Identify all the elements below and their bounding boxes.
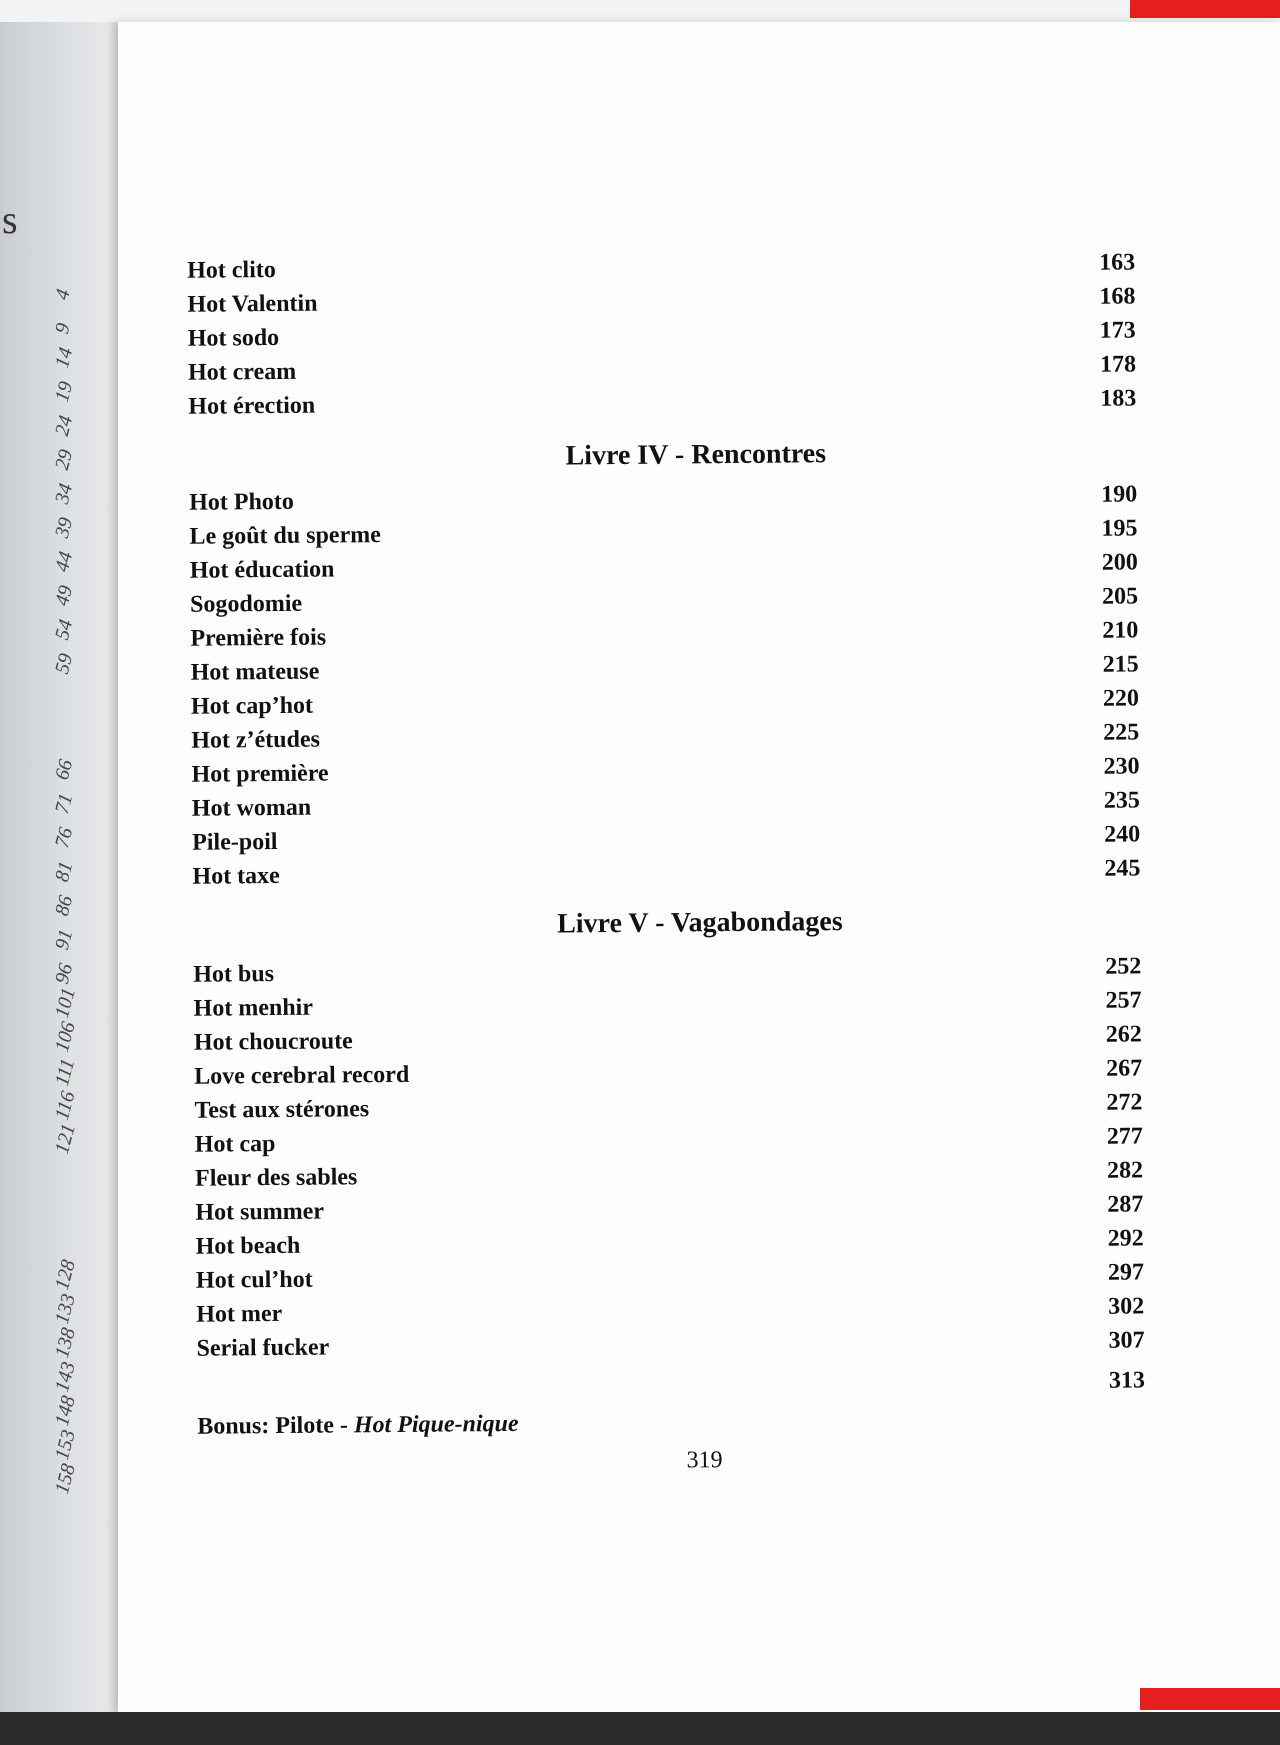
left-page xyxy=(0,0,122,1745)
left-page-number: 148 xyxy=(50,1393,80,1429)
left-page-number: 153 xyxy=(50,1427,80,1463)
left-page-number: 143 xyxy=(50,1359,80,1395)
left-page-number: 91 xyxy=(50,927,78,953)
left-page-number: 121 xyxy=(50,1121,80,1157)
toc-entry-title: Hot bus xyxy=(193,961,275,988)
toc-entry-title: Hot première xyxy=(191,760,329,788)
section-heading-livre-v: Livre V - Vagabondages xyxy=(556,906,843,940)
toc-entry xyxy=(196,1327,1144,1369)
left-page-number: 106 xyxy=(50,1019,80,1055)
left-page-number: 14 xyxy=(50,345,78,371)
toc-entry-title: Hot sodo xyxy=(187,324,280,352)
toc-entry-title: Fleur des sables xyxy=(194,1164,358,1192)
toc-entry-title: Hot Valentin xyxy=(187,290,318,318)
toc-entry-page: 257 xyxy=(1105,987,1142,1014)
toc-entry-page: 267 xyxy=(1106,1055,1143,1082)
toc-entry-page: 205 xyxy=(1101,583,1139,610)
left-page-numbers xyxy=(50,286,102,1688)
toc-entry-title: Serial fucker xyxy=(196,1334,330,1362)
red-corner-top xyxy=(1130,0,1280,18)
toc-entry-page: 277 xyxy=(1106,1123,1143,1150)
left-page-number: 59 xyxy=(50,651,78,677)
toc-entry-page: 297 xyxy=(1107,1259,1145,1286)
left-page-number: 133 xyxy=(50,1291,80,1327)
left-page-number: 24 xyxy=(50,413,78,439)
left-page-number: 96 xyxy=(50,961,78,987)
toc-entry-title: Hot z’études xyxy=(191,726,321,754)
toc-entry-page: 178 xyxy=(1099,351,1137,378)
toc-entry-page: 240 xyxy=(1104,821,1141,848)
left-page-number: 4 xyxy=(50,286,75,303)
toc-entry-title: Hot éducation xyxy=(189,556,335,584)
toc-entry-page: 200 xyxy=(1101,549,1138,576)
toc-entry-page: 183 xyxy=(1100,385,1137,412)
left-page-number: 138 xyxy=(50,1325,80,1361)
toc-entry-page: 252 xyxy=(1105,953,1142,980)
left-page-number: 76 xyxy=(50,825,78,851)
toc-entry-page: 292 xyxy=(1107,1225,1144,1252)
toc-entry-title: Hot mer xyxy=(196,1300,283,1328)
toc-entry xyxy=(192,855,1140,897)
toc-entry-page: 173 xyxy=(1099,317,1136,344)
toc-entry-page: 262 xyxy=(1105,1021,1142,1048)
toc-bonus-page-row xyxy=(197,1367,1145,1409)
toc-entry-title: Hot érection xyxy=(188,392,316,420)
toc-entry xyxy=(188,385,1136,427)
page-number: 319 xyxy=(686,1447,723,1474)
toc-entry-title: Hot beach xyxy=(195,1232,301,1260)
toc-entry-page: 225 xyxy=(1103,719,1140,746)
toc-entry-title: Pile-poil xyxy=(192,828,278,856)
toc-entry-page: 282 xyxy=(1106,1157,1144,1184)
toc-entry-page: 230 xyxy=(1103,753,1140,780)
toc-entry-page: 163 xyxy=(1099,249,1136,276)
toc-entry-title: Le goût du sperme xyxy=(189,522,381,550)
toc-entry-title: Test aux stérones xyxy=(194,1096,370,1124)
left-page-number: 158 xyxy=(50,1461,80,1497)
toc-entry-page: 195 xyxy=(1101,515,1138,542)
left-page-number: 128 xyxy=(50,1257,80,1293)
left-page-number: 86 xyxy=(50,893,78,919)
toc-entry-page: 210 xyxy=(1102,617,1139,644)
toc-entry-title: Hot menhir xyxy=(193,994,314,1022)
toc-entry-title: Hot choucroute xyxy=(193,1028,353,1056)
toc-entry-title: Hot cap’hot xyxy=(190,692,314,720)
left-page-number: 44 xyxy=(50,549,78,575)
toc-entry-title: Hot taxe xyxy=(192,862,280,890)
toc-entry-title: Hot mateuse xyxy=(190,658,320,686)
bottom-edge xyxy=(0,1712,1280,1745)
left-page-number: 39 xyxy=(50,515,78,541)
toc-entry-page: 245 xyxy=(1104,855,1141,882)
toc-entry-page: 190 xyxy=(1101,481,1138,508)
left-page-number: 49 xyxy=(50,583,78,609)
toc-entry-title: Hot clito xyxy=(187,256,276,284)
toc-bonus-entry xyxy=(197,1411,519,1441)
toc-entry-page: 272 xyxy=(1106,1089,1143,1116)
toc-entry-title: Hot cul’hot xyxy=(195,1266,313,1294)
toc-page xyxy=(118,22,1280,1712)
left-page-number: 29 xyxy=(50,447,78,473)
toc-entry-title: Love cerebral record xyxy=(194,1061,410,1090)
toc-entry-title: Hot Photo xyxy=(189,488,294,516)
toc-entry-page: 235 xyxy=(1103,787,1140,814)
red-corner-bottom xyxy=(1140,1688,1280,1710)
toc-bonus-page: 313 xyxy=(1108,1367,1146,1394)
toc-entry-page: 220 xyxy=(1102,685,1140,712)
left-page-number: 116 xyxy=(50,1088,80,1123)
left-page-number: 101 xyxy=(50,985,80,1021)
toc-entry-page: 168 xyxy=(1099,283,1136,310)
toc-bonus-title: Hot Pique-nique xyxy=(353,1410,519,1439)
toc-entry-page: 287 xyxy=(1107,1191,1144,1218)
left-page-number: 19 xyxy=(50,379,78,405)
left-page-number: 34 xyxy=(50,481,78,507)
left-page-number: 9 xyxy=(50,320,75,337)
toc-bonus-label: Bonus: Pilote - xyxy=(197,1412,349,1440)
section-heading-livre-iv: Livre IV - Rencontres xyxy=(565,438,827,472)
toc-entry-page: 215 xyxy=(1102,651,1139,678)
toc-entry-title: Hot cream xyxy=(187,358,297,386)
left-page-number: 66 xyxy=(50,757,78,783)
toc-entry-page: 307 xyxy=(1108,1327,1145,1354)
left-page-letter: s xyxy=(2,197,18,242)
toc-entry-title: Hot woman xyxy=(191,794,312,822)
toc-entry-title: Première fois xyxy=(190,624,327,652)
toc-entry-page: 302 xyxy=(1108,1293,1145,1320)
toc-entry-title: Hot summer xyxy=(195,1198,325,1226)
left-page-number: 111 xyxy=(50,1056,80,1089)
left-page-number: 54 xyxy=(50,617,78,643)
toc-entry-title: Hot cap xyxy=(194,1131,276,1158)
table-of-contents xyxy=(111,16,1280,1716)
left-page-number: 71 xyxy=(50,791,78,817)
toc-entry-title: Sogodomie xyxy=(189,590,303,618)
left-page-number: 81 xyxy=(50,859,78,885)
